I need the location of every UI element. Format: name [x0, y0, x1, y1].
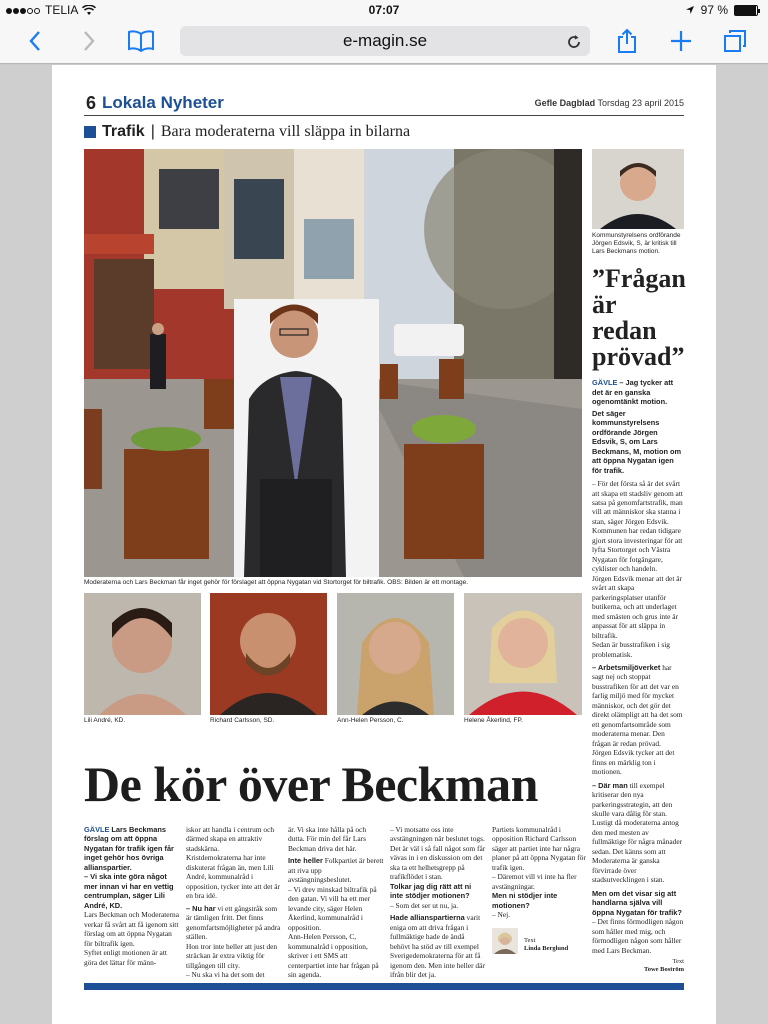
portrait-caption-2: Richard Carlsson, SD.	[210, 717, 275, 724]
new-tab-button[interactable]	[666, 26, 696, 56]
side-question-text: Men om det visar sig att handlarna själva vill öppna Nygatan för trafik?	[592, 888, 682, 917]
location-arrow-icon	[685, 5, 695, 15]
status-bar	[0, 0, 768, 20]
share-icon	[616, 28, 638, 54]
bookmarks-button[interactable]	[124, 26, 158, 56]
portrait-jorgen-edsvik	[592, 149, 684, 229]
side-paragraph: Jörgen Edsvik menar att det är svårt att skapa parkeringsplatser utanför butikerna, och att underlaget med smästen och grus inte är anpassat för att släppa in biltrafik.	[592, 573, 682, 640]
col5-question: Men ni stödjer inte motionen?	[492, 891, 558, 910]
header-divider	[84, 115, 684, 116]
question	[492, 891, 588, 910]
side-paragraph: – Det finns förmodligen någon som håller med mig, och förmodligen någon som håller med Lars Beckman.	[592, 917, 684, 955]
paragraph: Kristdemokraterna har inte diskuterat frågan än, men Lili André, kommunalråd i opposition, tycker inte att det är en bra idé.	[186, 853, 280, 901]
paragraph: Ann-Helen Persson, C, kommunalråd i opposition, skriver i ett SMS att centerpartiet inte har frågan på sin agenda.	[288, 932, 379, 980]
col3-p2-bold: Inte heller	[288, 856, 323, 866]
side-paragraph: Jörgen Edsvik tycker att det finns en märklig ton i motionen.	[592, 748, 675, 777]
paragraph: – Nu ska vi ha det som det	[186, 970, 265, 980]
paragraph: Partiets kommunalråd i opposition Richard Carlsson säger att partiet inte har några planer på att öppna Nygatan för trafik igen.	[492, 825, 586, 872]
battery-percent: 97 %	[700, 3, 728, 17]
back-button[interactable]	[20, 26, 50, 56]
paragraph: – Nej.	[492, 910, 511, 920]
bookmarks-icon	[127, 30, 155, 52]
col3-p2-text: Folkpartiet är berett att riva upp avstängningsbeslutet.	[288, 856, 384, 885]
col4-p2-text: varit eniga om att driva frågan i fullmäktige hade de ändå behövt ha stöd av till exempel Sverigedemokraterna för att få igenom den. Men inte heller där ifrån blir det ja.	[390, 913, 485, 980]
paragraph: är. Vi ska inte hålla på och dutta. För min del får Lars Beckman driva det här.	[288, 825, 367, 853]
side-paragraph: – För det första så är det svårt att skapa ett stadsliv genom att satsa på genomfartstrafik, man vill att människor ska stanna i stan, säger Jörgen Edsvik.	[592, 479, 683, 526]
back-icon	[28, 30, 42, 52]
tabs-icon	[723, 29, 747, 53]
reload-icon	[566, 34, 582, 50]
side-lead	[592, 378, 684, 406]
side-p5-bold: – Arbetsmiljöverket	[592, 662, 661, 672]
paragraph: – Vi drev minskad biltrafik på den gatan. Vi vill ha ett mer levande city, säger Helen Åkerlind, kommunalråd i opposition.	[288, 884, 377, 932]
topic-separator: |	[150, 123, 155, 140]
lead	[84, 825, 180, 872]
carrier-label: TELIA	[45, 3, 79, 17]
side-photo-caption: Kommunstyrelsens ordförande Jörgen Edsvik, S, är kritisk till Lars Beckmans motion.	[592, 232, 681, 256]
paragraph: Syftet enligt motionen är att göra det lättar för männ-	[84, 948, 167, 967]
forward-icon	[82, 30, 96, 52]
col2-p3-text: vi ett gångstråk som är tämligen fritt. Det finns genomfartsmöjligheter på andra ställen.	[186, 903, 281, 942]
battery-icon	[734, 5, 758, 16]
paragraph: iskor att handla i centrum och därmed skapa en attraktiv stadskärna.	[186, 825, 275, 853]
paragraph: – Vi motsatte oss inte avstängningen när beslutet togs. Det är väl i så fall något som får vävas in i en diskussion om det ska ta ett helhetsgrepp på trafikflödet i stan.	[390, 825, 486, 882]
topic-headline: Bara moderaterna vill släppa in bilarna	[160, 123, 411, 140]
portrait-image	[84, 593, 201, 715]
main-photo-caption: Moderaterna och Lars Beckman får inget gehör för förslaget att öppna Nygatan vid Stortorget för biltrafik. OBS: Bilden är ett montage.	[84, 579, 469, 586]
url-text: e-magin.se	[342, 31, 428, 50]
byline-text	[524, 937, 568, 954]
portrait-caption-1: Lili André, KD.	[84, 717, 126, 724]
main-photo	[84, 149, 582, 577]
side-lead-2	[592, 409, 684, 475]
lead-text: Lars Beckmans förslag om att öppna Nygatan för trafik igen får inget gehör hos övriga allianspartier.	[84, 825, 174, 872]
paragraph: – Som det ser ut nu, ja.	[390, 900, 459, 910]
portrait-image	[592, 149, 684, 229]
portrait-lili-andre	[84, 593, 201, 715]
side-p7-text: till exempel kritiserar den nya parkeringsstrategin, att den skulle vara dålig för stan. Lustigt då moderaterna antog den med mesten av fullmäktige för några månader sedan. Det känns som att Moderaterna är ganska förvirrade över stadsutvecklingen i stan.	[592, 780, 683, 885]
byline-label: Text	[524, 937, 536, 945]
paragraph	[288, 856, 384, 884]
lead-kicker: GÄVLE	[84, 825, 110, 834]
side-paragraph: Kommunen har redan tidigare gjort stora investeringar för att lyfta Stortorget och Västra Nygatan för fotgängare, cyklister och handeln.	[592, 526, 683, 574]
paper-name: Gefle Dagblad	[534, 98, 596, 108]
byline-photo	[492, 928, 518, 954]
web-viewport[interactable]	[0, 65, 768, 1024]
side-byline	[592, 958, 684, 975]
share-button[interactable]	[612, 26, 642, 56]
address-bar[interactable]	[180, 26, 590, 56]
side-p5-text: har sagt nej och stoppat busstrafiken för att det var en farlig miljö med för mycket människor, och det gör det direkt olämpligt att ha det som ett genomfartsområde som moderaterna menar. Den frågan är redan prövad.	[592, 662, 683, 748]
portrait-image	[464, 593, 582, 715]
side-lead-2-text: Det säger kommunstyrelsens ordförande Jörgen Edsvik, S, om Lars Beckmans, M, motion om att öppna Nygatan igen för trafik.	[592, 408, 682, 475]
side-paragraph	[592, 781, 684, 885]
side-byline-name: Towe Boström	[643, 966, 684, 974]
portrait-image	[337, 593, 454, 715]
side-kicker: GÄVLE	[592, 378, 618, 388]
article-column-5	[492, 825, 588, 954]
side-byline-label: Text	[672, 958, 684, 966]
lead-quote	[84, 872, 180, 910]
paragraph: Lars Beckman och Moderaterna verkar få svårt att få igenom sitt förslag om att öppna Nygatan för biltrafik igen.	[84, 910, 180, 948]
portrait-richard-carlsson	[210, 593, 327, 715]
col4-p2-bold: Hade allianspartierna	[390, 913, 465, 923]
main-headline: De kör över Beckman	[84, 756, 538, 812]
side-paragraph: Sedan är busstrafiken i sig problematisk.	[592, 640, 670, 659]
side-article	[592, 149, 684, 975]
page-footer-bar	[84, 983, 684, 990]
topic-header	[84, 123, 410, 141]
paragraph: – Däremot vill vi inte ha fler avstängningar.	[492, 872, 577, 891]
topic-label: Trafik	[102, 123, 145, 140]
side-lead-text: – Jag tycker att det är en ganska ogenomtänkt motion.	[592, 378, 674, 407]
lead-quote-text: – Vi ska inte göra något mer innan vi har en vettig centrumplan, säger Lili André, KD.	[84, 872, 174, 910]
clock: 07:07	[368, 3, 400, 17]
main-byline	[492, 928, 588, 954]
tabs-button[interactable]	[720, 26, 750, 56]
portrait-helene-akerlind	[464, 593, 582, 715]
portrait-caption-4: Helene Åkerlind, FP.	[464, 717, 523, 724]
page-number: 6	[86, 93, 97, 113]
masthead	[535, 98, 684, 108]
status-right	[685, 3, 758, 17]
paragraph	[390, 913, 486, 979]
side-paragraph	[592, 663, 684, 748]
article-column-2	[186, 825, 282, 980]
new-tab-icon	[670, 30, 692, 52]
question	[390, 882, 486, 901]
side-body	[592, 378, 684, 974]
street-montage-image	[84, 149, 582, 577]
portrait-caption-3: Ann-Helen Persson, C.	[337, 717, 404, 724]
side-p7-bold: – Där man	[592, 780, 628, 790]
browser-toolbar	[0, 20, 768, 64]
article-column-1	[84, 825, 180, 967]
side-question	[592, 889, 684, 917]
forward-button[interactable]	[74, 26, 104, 56]
article-column-4	[390, 825, 486, 980]
portrait-image	[210, 593, 327, 715]
side-headline: ”Frågan är redan prövad”	[592, 264, 686, 372]
paragraph	[186, 904, 282, 942]
issue-date: Torsdag 23 april 2015	[597, 98, 684, 108]
col2-p3-bold: – Nu har	[186, 903, 216, 913]
newspaper-page	[52, 65, 716, 1024]
article-column-3	[288, 825, 384, 980]
paragraph: Hon tror inte heller att just den sträckan är extra viktig för tillgången till city.	[186, 941, 278, 970]
col4-question: Tolkar jag dig rätt att ni inte stödjer motionen?	[390, 881, 472, 901]
section-title: Lokala Nyheter	[102, 93, 224, 112]
topic-marker	[84, 126, 96, 138]
portrait-ann-helen-persson	[337, 593, 454, 715]
reload-button[interactable]	[566, 26, 582, 56]
byline-name: Linda Berglund	[524, 945, 569, 953]
